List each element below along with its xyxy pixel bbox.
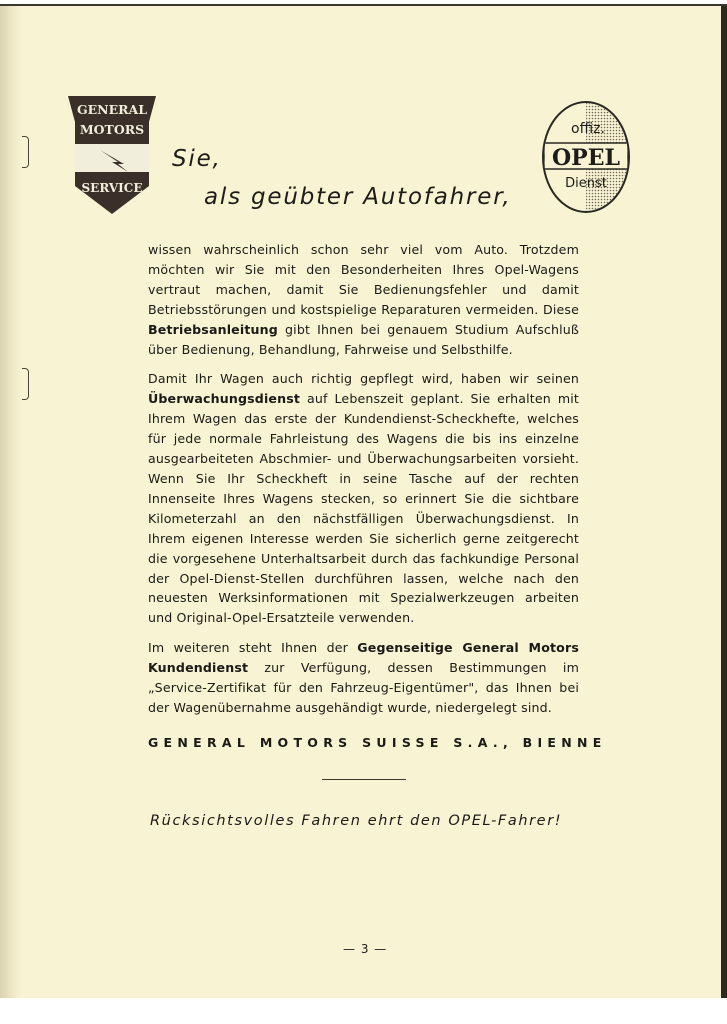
document-page bbox=[0, 4, 727, 998]
body-text bbox=[148, 240, 579, 728]
scan-margin bbox=[0, 998, 727, 1024]
divider bbox=[322, 779, 406, 780]
heading-line2: als geübter Autofahrer, bbox=[204, 184, 512, 210]
staple-top bbox=[22, 136, 29, 168]
opel-brand: OPEL bbox=[552, 145, 620, 171]
opel-top: offiz. bbox=[571, 121, 605, 137]
page-edge bbox=[721, 6, 727, 998]
paragraph-1: wissen wahrscheinlich schon sehr viel vom Auto. Trotzdem möchten wir Sie mit den Besonderheiten Ihres Opel-Wagens vertraut machen, damit Sie Bedienungsfehler und damit Betriebsstörungen und kostspielige Reparaturen vermeiden. Diese Betriebsanleitung gibt Ihnen bei genauem Studium Aufschluß über Bedienung, Behandlung, Fahrweise und Selbsthilfe. bbox=[148, 242, 579, 357]
gm-service-logo bbox=[66, 94, 158, 216]
staple-bottom bbox=[22, 368, 29, 400]
slogan: Rücksichtsvolles Fahren ehrt den OPEL-Fahrer! bbox=[150, 813, 563, 829]
gm-line2: MOTORS bbox=[79, 122, 145, 137]
page-number: — 3 — bbox=[343, 942, 388, 956]
paragraph-3: Im weiteren steht Ihnen der Gegenseitige General Motors Kundendienst zur Verfügung, dessen Bestimmungen im „Service-Zertifikat für den Fahrzeug-Eigentümer", das Ihnen bei der Wagenübernahme ausgehändigt wurde, niedergelegt sind. bbox=[148, 640, 579, 715]
opel-bottom: Dienst bbox=[565, 176, 607, 191]
spine-shadow bbox=[0, 6, 22, 998]
paragraph-2: Damit Ihr Wagen auch richtig gepflegt wird, haben wir seinen Überwachungsdienst auf Lebenszeit geplant. Sie erhalten mit Ihrem Wagen das erste der Kundendienst-Scheckhefte, welches für jede normale Fahrleistung des Wagens die bis ins einzelne ausgearbeiteten Abschmier- und Überwachungsarbeiten vorsieht. Wenn Sie Ihr Scheckheft in seine Tasche auf der rechten Innenseite Ihres Wagens stecken, so erinnert Sie die sichtbare Kilometerzahl an den nächstfälligen Überwachungsdienst. In Ihrem eigenen Interesse werden Sie sicherlich gerne zeitgerecht die vorgesehene Unterhaltsarbeit durch das fachkundige Personal der Opel-Dienst-Stellen durchführen lassen, welche nach den neuesten Werksinformationen mit Spezialwerkzeugen arbeiten und Original-Opel-Ersatzteile verwenden. bbox=[148, 371, 579, 626]
gm-line1: GENERAL bbox=[76, 102, 148, 117]
opel-dienst-logo bbox=[540, 99, 632, 215]
signature: GENERAL MOTORS SUISSE S.A., BIENNE bbox=[148, 735, 607, 750]
heading-line1: Sie, bbox=[172, 146, 222, 172]
gm-line3: SERVICE bbox=[81, 181, 143, 195]
